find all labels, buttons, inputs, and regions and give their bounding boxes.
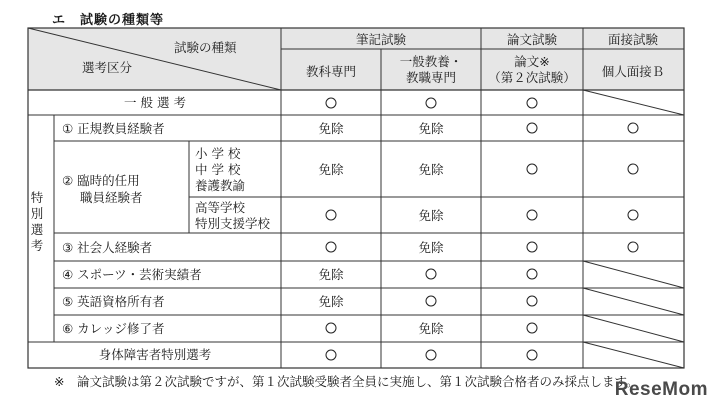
temp-b-sub-line2: 特別支援学校 [195,216,271,231]
circle-mark [326,98,337,109]
circle-mark [527,269,538,280]
special-selection-label: 特 別 選 考 [30,190,44,253]
header-essay-sub-line2: （第２次試験） [488,70,576,85]
header-category-label: 選考区分 [82,60,133,75]
circle-mark [527,323,538,334]
cell-exempt: 免除 [418,162,444,177]
cell-exempt: 免除 [418,121,444,136]
circle-mark [426,269,437,280]
circle-mark [426,296,437,307]
circle-mark [426,98,437,109]
temp-a-sub-line3: 養護教諭 [195,178,246,193]
footnote: ※ 論文試験は第２次試験ですが、第１次試験受験者全員に実施し、第１次試験合格者のみ採点します。 [54,374,639,389]
temp-a-sub-line1: 小 学 校 [195,146,241,161]
cell-exempt: 免除 [418,208,444,223]
temp-a-sub-line2: 中 学 校 [195,162,241,177]
temp-b-sub-line1: 高等学校 [195,200,246,215]
circle-mark [628,123,639,134]
header-interview: 面接試験 [607,32,659,47]
circle-mark [527,164,538,175]
section-heading: エ 試験の種類等 [52,13,165,28]
row-english-label: ⑤ 英語資格所有者 [62,294,165,309]
cell-exempt: 免除 [318,267,344,282]
header-written: 筆記試験 [355,32,407,47]
row-disabled-label: 身体障害者特別選考 [98,347,212,362]
circle-mark [326,242,337,253]
cell-exempt: 免除 [318,121,344,136]
circle-mark [628,164,639,175]
circle-mark [527,123,538,134]
row-temp-label-line1: ② 臨時的任用 [62,173,140,188]
cell-exempt: 免除 [418,240,444,255]
header-essay-sub-line1: 論文※ [514,54,550,69]
circle-mark [326,323,337,334]
row-temp-label-line2: 職員経験者 [80,190,143,205]
circle-mark [326,350,337,361]
row-regular-label: ① 正規教員経験者 [62,121,165,136]
row-social-label: ③ 社会人経験者 [62,240,153,255]
circle-mark [527,98,538,109]
circle-mark [527,296,538,307]
circle-mark [326,210,337,221]
circle-mark [527,210,538,221]
cell-exempt: 免除 [318,294,344,309]
resemom-logo: ReseMom [614,379,708,400]
circle-mark [628,210,639,221]
header-general-line2: 教職専門 [405,70,457,85]
circle-mark [527,242,538,253]
header-interview-sub: 個人面接Ｂ [601,64,665,79]
header-general-line1: 一般教養・ [399,54,463,69]
circle-mark [527,350,538,361]
circle-mark [628,242,639,253]
header-type-label: 試験の種類 [174,40,237,55]
row-general-label: 一 般 選 考 [124,95,186,110]
header-essay: 論文試験 [506,32,558,47]
cell-exempt: 免除 [318,162,344,177]
circle-mark [426,350,437,361]
header-subject: 教科専門 [305,64,357,79]
row-college-label: ⑥ カレッジ修了者 [62,321,165,336]
row-sports-label: ④ スポーツ・芸術実績者 [62,267,202,282]
cell-exempt: 免除 [418,321,444,336]
